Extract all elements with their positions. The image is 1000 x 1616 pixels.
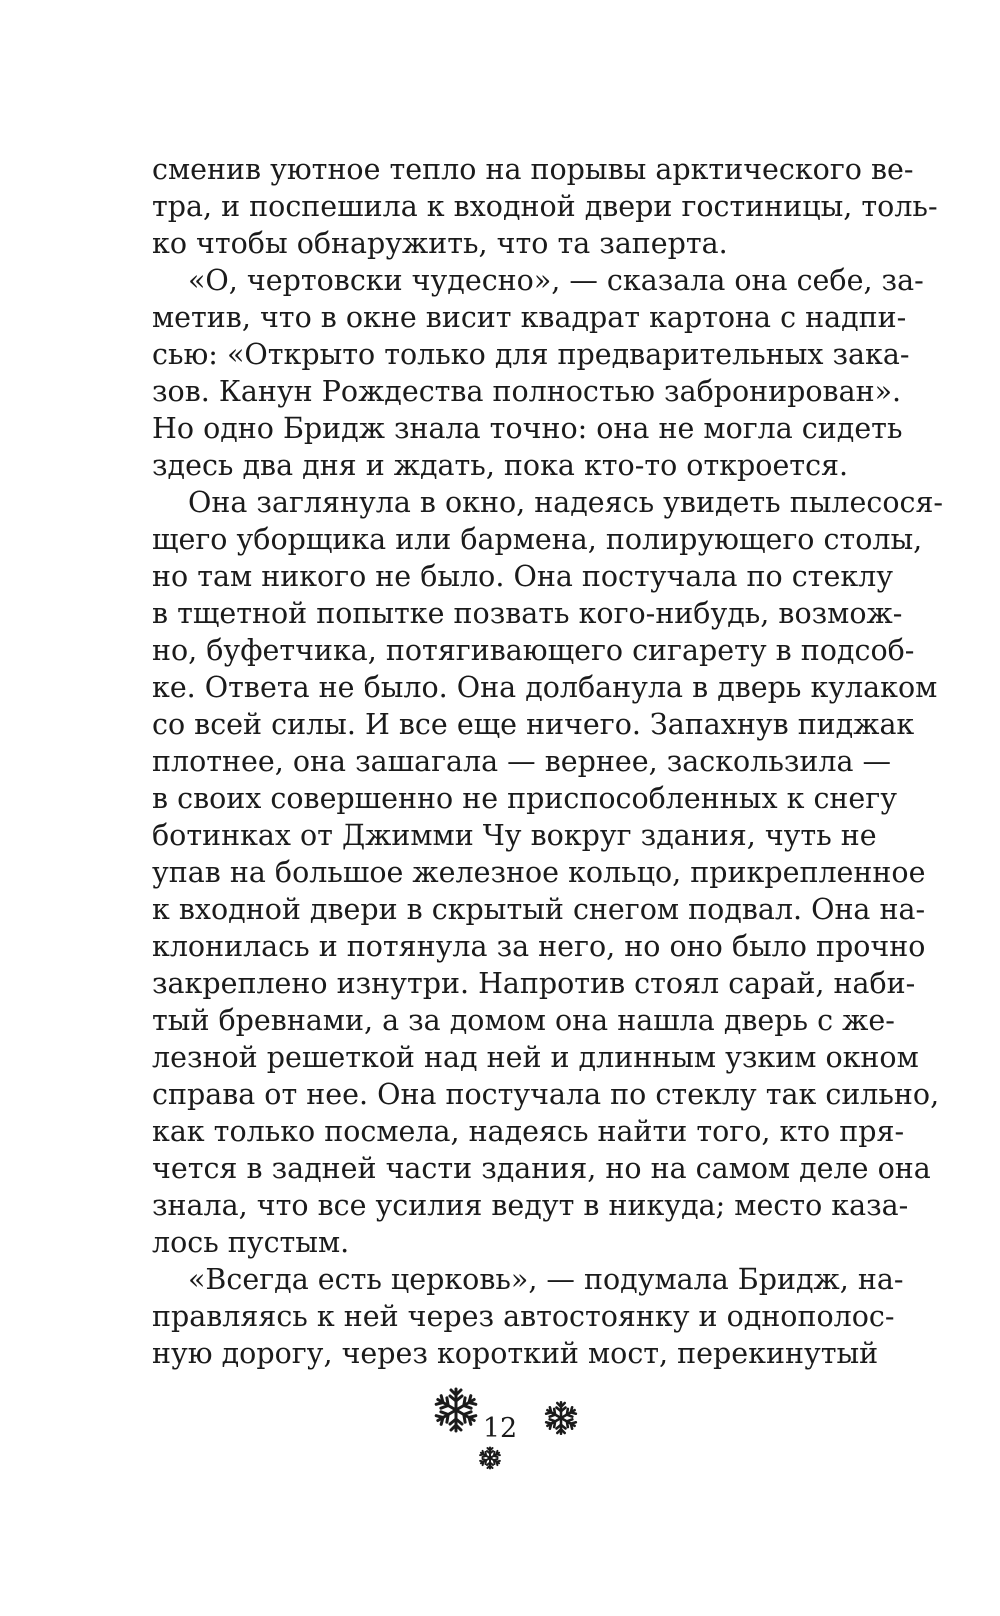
text-line: ботинках от Джимми Чу вокруг здания, чуть не — [152, 819, 877, 852]
text-line: «О, чертовски чудесно», — сказала она себе, за- — [188, 264, 924, 297]
text-line: клонилась и потянула за него, но оно было прочно — [152, 930, 926, 963]
text-line: здесь два дня и ждать, пока кто-то откроется. — [152, 449, 849, 482]
text-line: зов. Канун Рождества полностью забронирован». — [152, 375, 902, 408]
text-line: но там никого не было. Она постучала по стеклу — [152, 560, 893, 593]
text-line: Но одно Бридж знала точно: она не могла сидеть — [152, 412, 903, 445]
page-number: 12 — [482, 1413, 518, 1444]
text-line: к входной двери в скрытый снегом подвал. Она на- — [152, 893, 926, 926]
text-line: закреплено изнутри. Напротив стоял сарай, наби- — [152, 967, 916, 1000]
text-line: справа от нее. Она постучала по стеклу так сильно, — [152, 1078, 940, 1111]
body-text — [152, 151, 944, 1372]
text-line: щего уборщика или бармена, полирующего столы, — [152, 523, 923, 556]
text-line: упав на большое железное кольцо, прикрепленное — [152, 856, 926, 889]
text-line: ную дорогу, через короткий мост, перекинутый — [152, 1337, 879, 1370]
text-line: знала, что все усилия ведут в никуда; место каза- — [152, 1189, 909, 1222]
snowflake-icon — [543, 1400, 579, 1436]
text-line: лезной решеткой над ней и длинным узким окном — [152, 1041, 919, 1074]
text-line: «Всегда есть церковь», — подумала Бридж, на- — [188, 1263, 904, 1296]
text-line: в своих совершенно не приспособленных к снегу — [152, 782, 897, 815]
text-line: ко чтобы обнаружить, что та заперта. — [152, 227, 728, 260]
text-line: тый бревнами, а за домом она нашла дверь с же- — [152, 1004, 895, 1037]
text-line: сменив уютное тепло на порывы арктического ве- — [152, 153, 914, 186]
text-line: со всей силы. И все еще ничего. Запахнув пиджак — [152, 708, 915, 741]
text-line: лось пустым. — [152, 1226, 350, 1259]
page-footer — [0, 1384, 1000, 1484]
text-line: правляясь к ней через автостоянку и однополос- — [152, 1300, 895, 1333]
text-line: сью: «Открыто только для предварительных зака- — [152, 338, 910, 371]
text-line: плотнее, она зашагала — вернее, заскользила — — [152, 745, 892, 778]
text-line: чется в задней части здания, но на самом деле она — [152, 1152, 931, 1185]
text-line: как только посмела, надеясь найти того, кто пря- — [152, 1115, 905, 1148]
text-line: тра, и поспешила к входной двери гостиницы, толь- — [152, 190, 938, 223]
text-line: в тщетной попытке позвать кого-нибудь, возмож- — [152, 597, 903, 630]
text-line: но, буфетчика, потягивающего сигарету в подсоб- — [152, 634, 915, 667]
text-line: ке. Ответа не было. Она долбанула в дверь кулаком — [152, 671, 938, 704]
snowflake-icon — [478, 1446, 502, 1470]
text-line: Она заглянула в окно, надеясь увидеть пылесося- — [188, 486, 944, 519]
text-line: метив, что в окне висит квадрат картона с надпи- — [152, 301, 907, 334]
